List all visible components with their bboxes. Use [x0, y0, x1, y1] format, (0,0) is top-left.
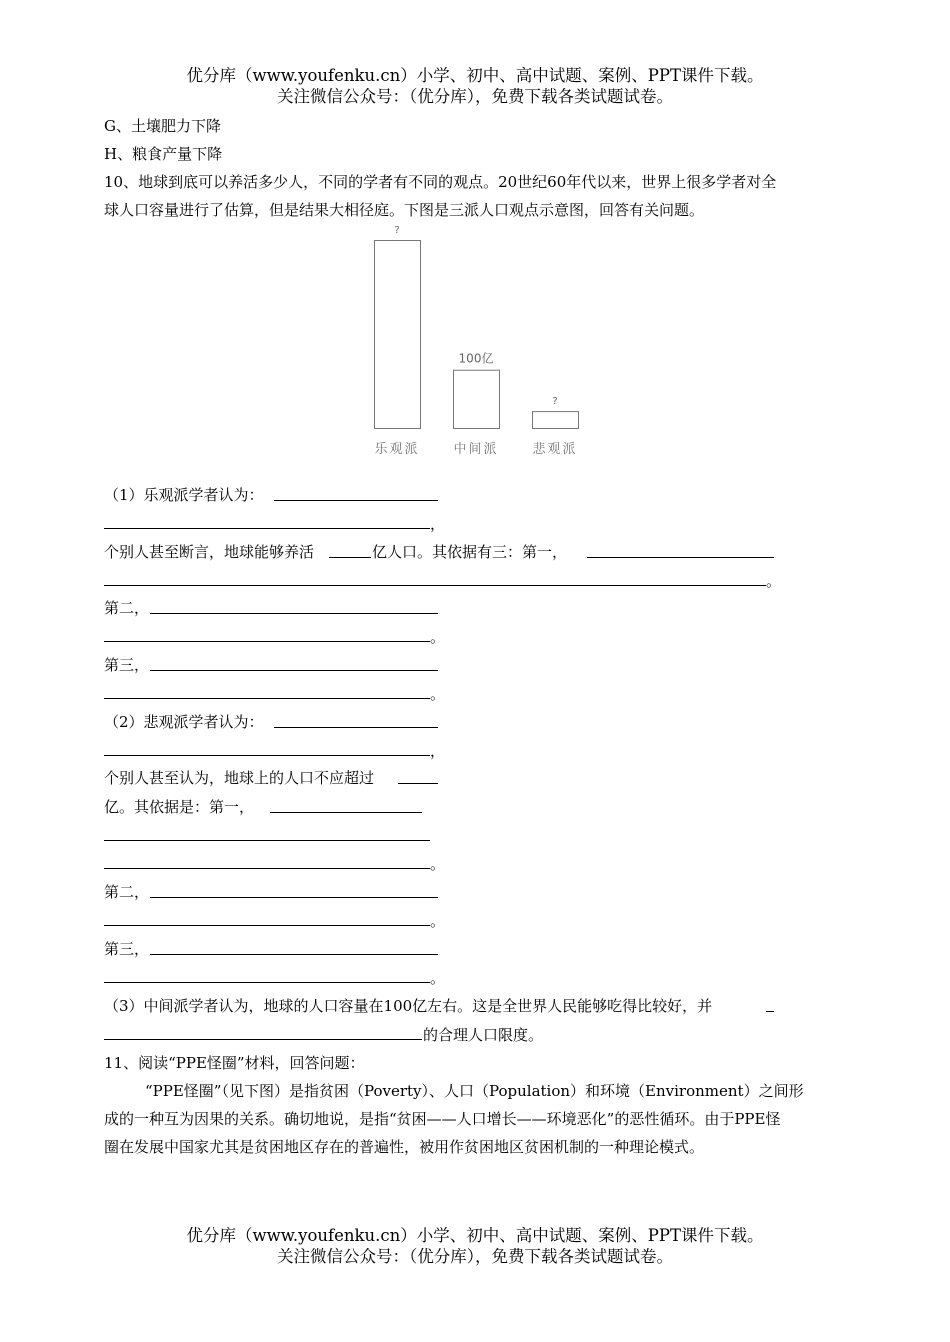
p2-second-label: 第二， [104, 883, 150, 901]
blank-p2-second-b[interactable] [104, 925, 430, 926]
p1-second-label: 第二， [104, 599, 150, 617]
q10-p1-label: （1）乐观派学者认为： [104, 486, 264, 504]
period-p1-third: 。 [430, 685, 446, 703]
q11-para-1: “PPE怪圈”（见下图）是指贫困（Poverty）、人口（Population）和环境（Environment）之间形 [145, 1082, 804, 1100]
comma-p1: ， [430, 515, 446, 533]
blank-p3-a[interactable] [766, 1011, 774, 1012]
blank-p2-first-c[interactable] [104, 868, 430, 869]
data-label-1: ? [394, 225, 400, 236]
item-h: H、粮食产量下降 [104, 145, 223, 163]
period-p2-first: 。 [430, 855, 446, 873]
q10-line-2: 球人口容量进行了估算，但是结果大相径庭。下图是三派人口观点示意图，回答有关问题。 [104, 201, 705, 219]
q11-para-2: 成的一种互为因果的关系。确切地说，是指“贫困——人口增长——环境恶化”的恶性循环。由于PPE怪 [104, 1110, 781, 1128]
header-line-1: 优分库（www.youfenku.cn）小学、初中、高中试题、案例、PPT课件下载。 [186, 66, 764, 85]
footer-line-1: 优分库（www.youfenku.cn）小学、初中、高中试题、案例、PPT课件下载。 [186, 1226, 764, 1245]
item-g: G、土壤肥力下降 [104, 117, 221, 135]
q10-p3-line2: 的合理人口限度。 [423, 1026, 544, 1044]
q10-line-1: 10、地球到底可以养活多少人，不同的学者有不同的观点。20世纪60年代以来，世界上很多学者对全 [104, 173, 777, 191]
blank-p2-b[interactable] [104, 755, 430, 756]
blank-p2-third-b[interactable] [104, 982, 430, 983]
blank-p2-number[interactable] [398, 783, 438, 784]
blank-p1-first-b[interactable] [104, 585, 766, 586]
blank-p1-b[interactable] [104, 528, 430, 529]
category-label-3: 悲观派 [532, 442, 578, 457]
blank-p1-third-a[interactable] [150, 670, 438, 671]
bar-1 [375, 241, 421, 429]
category-label-1: 乐观派 [374, 442, 420, 457]
period-p1-second: 。 [430, 628, 446, 646]
data-label-2: 100亿 [458, 351, 494, 366]
period-p1-first: 。 [766, 572, 782, 590]
blank-p2-third-a[interactable] [150, 954, 438, 955]
blank-p1-second-a[interactable] [150, 613, 438, 614]
period-p2-second: 。 [430, 912, 446, 930]
q10-p2-label: （2）悲观派学者认为： [104, 713, 264, 731]
q10-p1-line3b: 亿人口。其依据有三：第一， [372, 543, 568, 561]
footer-line-2: 关注微信公众号：（优分库），免费下载各类试题试卷。 [277, 1247, 673, 1266]
blank-p1-a[interactable] [274, 500, 438, 501]
q10-p3-line1: （3）中间派学者认为，地球的人口容量在100亿左右。这是全世界人民能够吃得比较好，并 [104, 997, 713, 1015]
q10-p1-line3a: 个别人甚至断言，地球能够养活 [104, 543, 315, 561]
blank-p1-second-b[interactable] [104, 641, 430, 642]
blank-p2-first-a[interactable] [270, 812, 422, 813]
p2-third-label: 第三， [104, 940, 150, 958]
blank-p1-number[interactable] [329, 557, 371, 558]
blank-p1-third-b[interactable] [104, 698, 430, 699]
q11-para-3: 圈在发展中国家尤其是贫困地区存在的普遍性，被用作贫困地区贫困机制的一种理论模式。 [104, 1138, 705, 1156]
comma-p2: ， [430, 742, 446, 760]
blank-p2-a[interactable] [274, 727, 438, 728]
population-views-chart [0, 0, 950, 470]
q10-p2-line3: 个别人甚至认为，地球上的人口不应超过 [104, 769, 375, 787]
header-line-2: 关注微信公众号：（优分库），免费下载各类试题试卷。 [277, 87, 673, 106]
period-p2-third: 。 [430, 969, 446, 987]
bar-3 [533, 412, 579, 429]
bar-2 [454, 370, 500, 428]
category-label-2: 中间派 [453, 442, 499, 457]
q10-p2-line4: 亿。其依据是：第一， [104, 798, 255, 816]
data-label-3: ? [552, 396, 558, 408]
blank-p3-b[interactable] [104, 1039, 422, 1040]
blank-p2-second-a[interactable] [150, 897, 438, 898]
q11-line-1: 11、阅读“PPE怪圈”材料，回答问题： [104, 1054, 365, 1072]
blank-p1-first-a[interactable] [587, 557, 774, 558]
p1-third-label: 第三， [104, 656, 150, 674]
blank-p2-first-b[interactable] [104, 840, 430, 841]
